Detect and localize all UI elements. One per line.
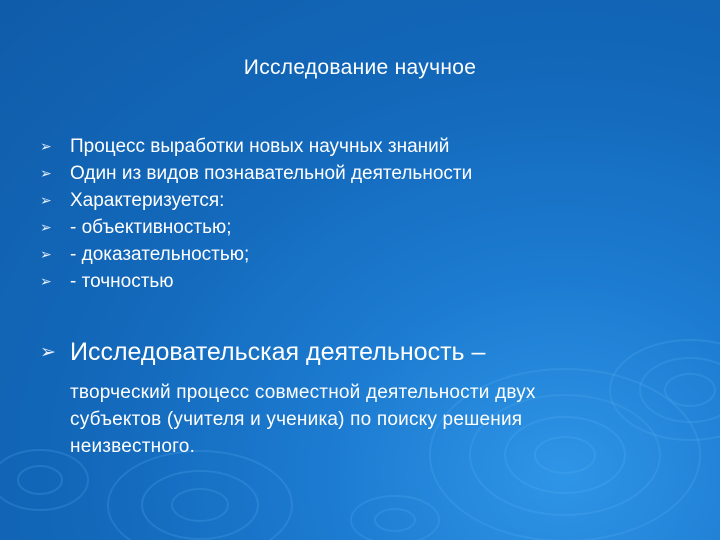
bullet-item <box>40 241 472 268</box>
bullet-text: Один из видов познавательной деятельности <box>70 163 473 184</box>
definition-line: субъектов (учителя и ученика) по поиску решения <box>70 409 523 430</box>
definition-line: творческий процесс совместной деятельности двух <box>70 382 536 403</box>
bullet-text: - объективностью; <box>70 217 232 238</box>
main-point-text: Исследовательская деятельность – <box>70 338 486 366</box>
bullet-text: - точностью <box>70 271 174 292</box>
arrow-right-icon: ➢ <box>40 246 52 262</box>
bullet-text: - доказательностью; <box>70 244 250 265</box>
arrow-right-icon: ➢ <box>40 219 52 235</box>
arrow-right-icon: ➢ <box>40 165 52 181</box>
definition-text <box>70 379 690 460</box>
bullet-item <box>40 187 472 214</box>
bullet-text: Характеризуется: <box>70 190 225 211</box>
bullet-list <box>40 133 472 295</box>
bullet-item <box>40 160 472 187</box>
bullet-item <box>40 133 472 160</box>
arrow-right-icon: ➢ <box>40 342 56 363</box>
definition-line: неизвестного. <box>70 436 196 457</box>
bullet-text: Процесс выработки новых научных знаний <box>70 136 450 157</box>
main-point <box>40 338 485 367</box>
bullet-item <box>40 268 472 295</box>
arrow-right-icon: ➢ <box>40 138 52 154</box>
bullet-item <box>40 214 472 241</box>
arrow-right-icon: ➢ <box>40 273 52 289</box>
arrow-right-icon: ➢ <box>40 192 52 208</box>
slide-title: Исследование научное <box>243 56 477 79</box>
